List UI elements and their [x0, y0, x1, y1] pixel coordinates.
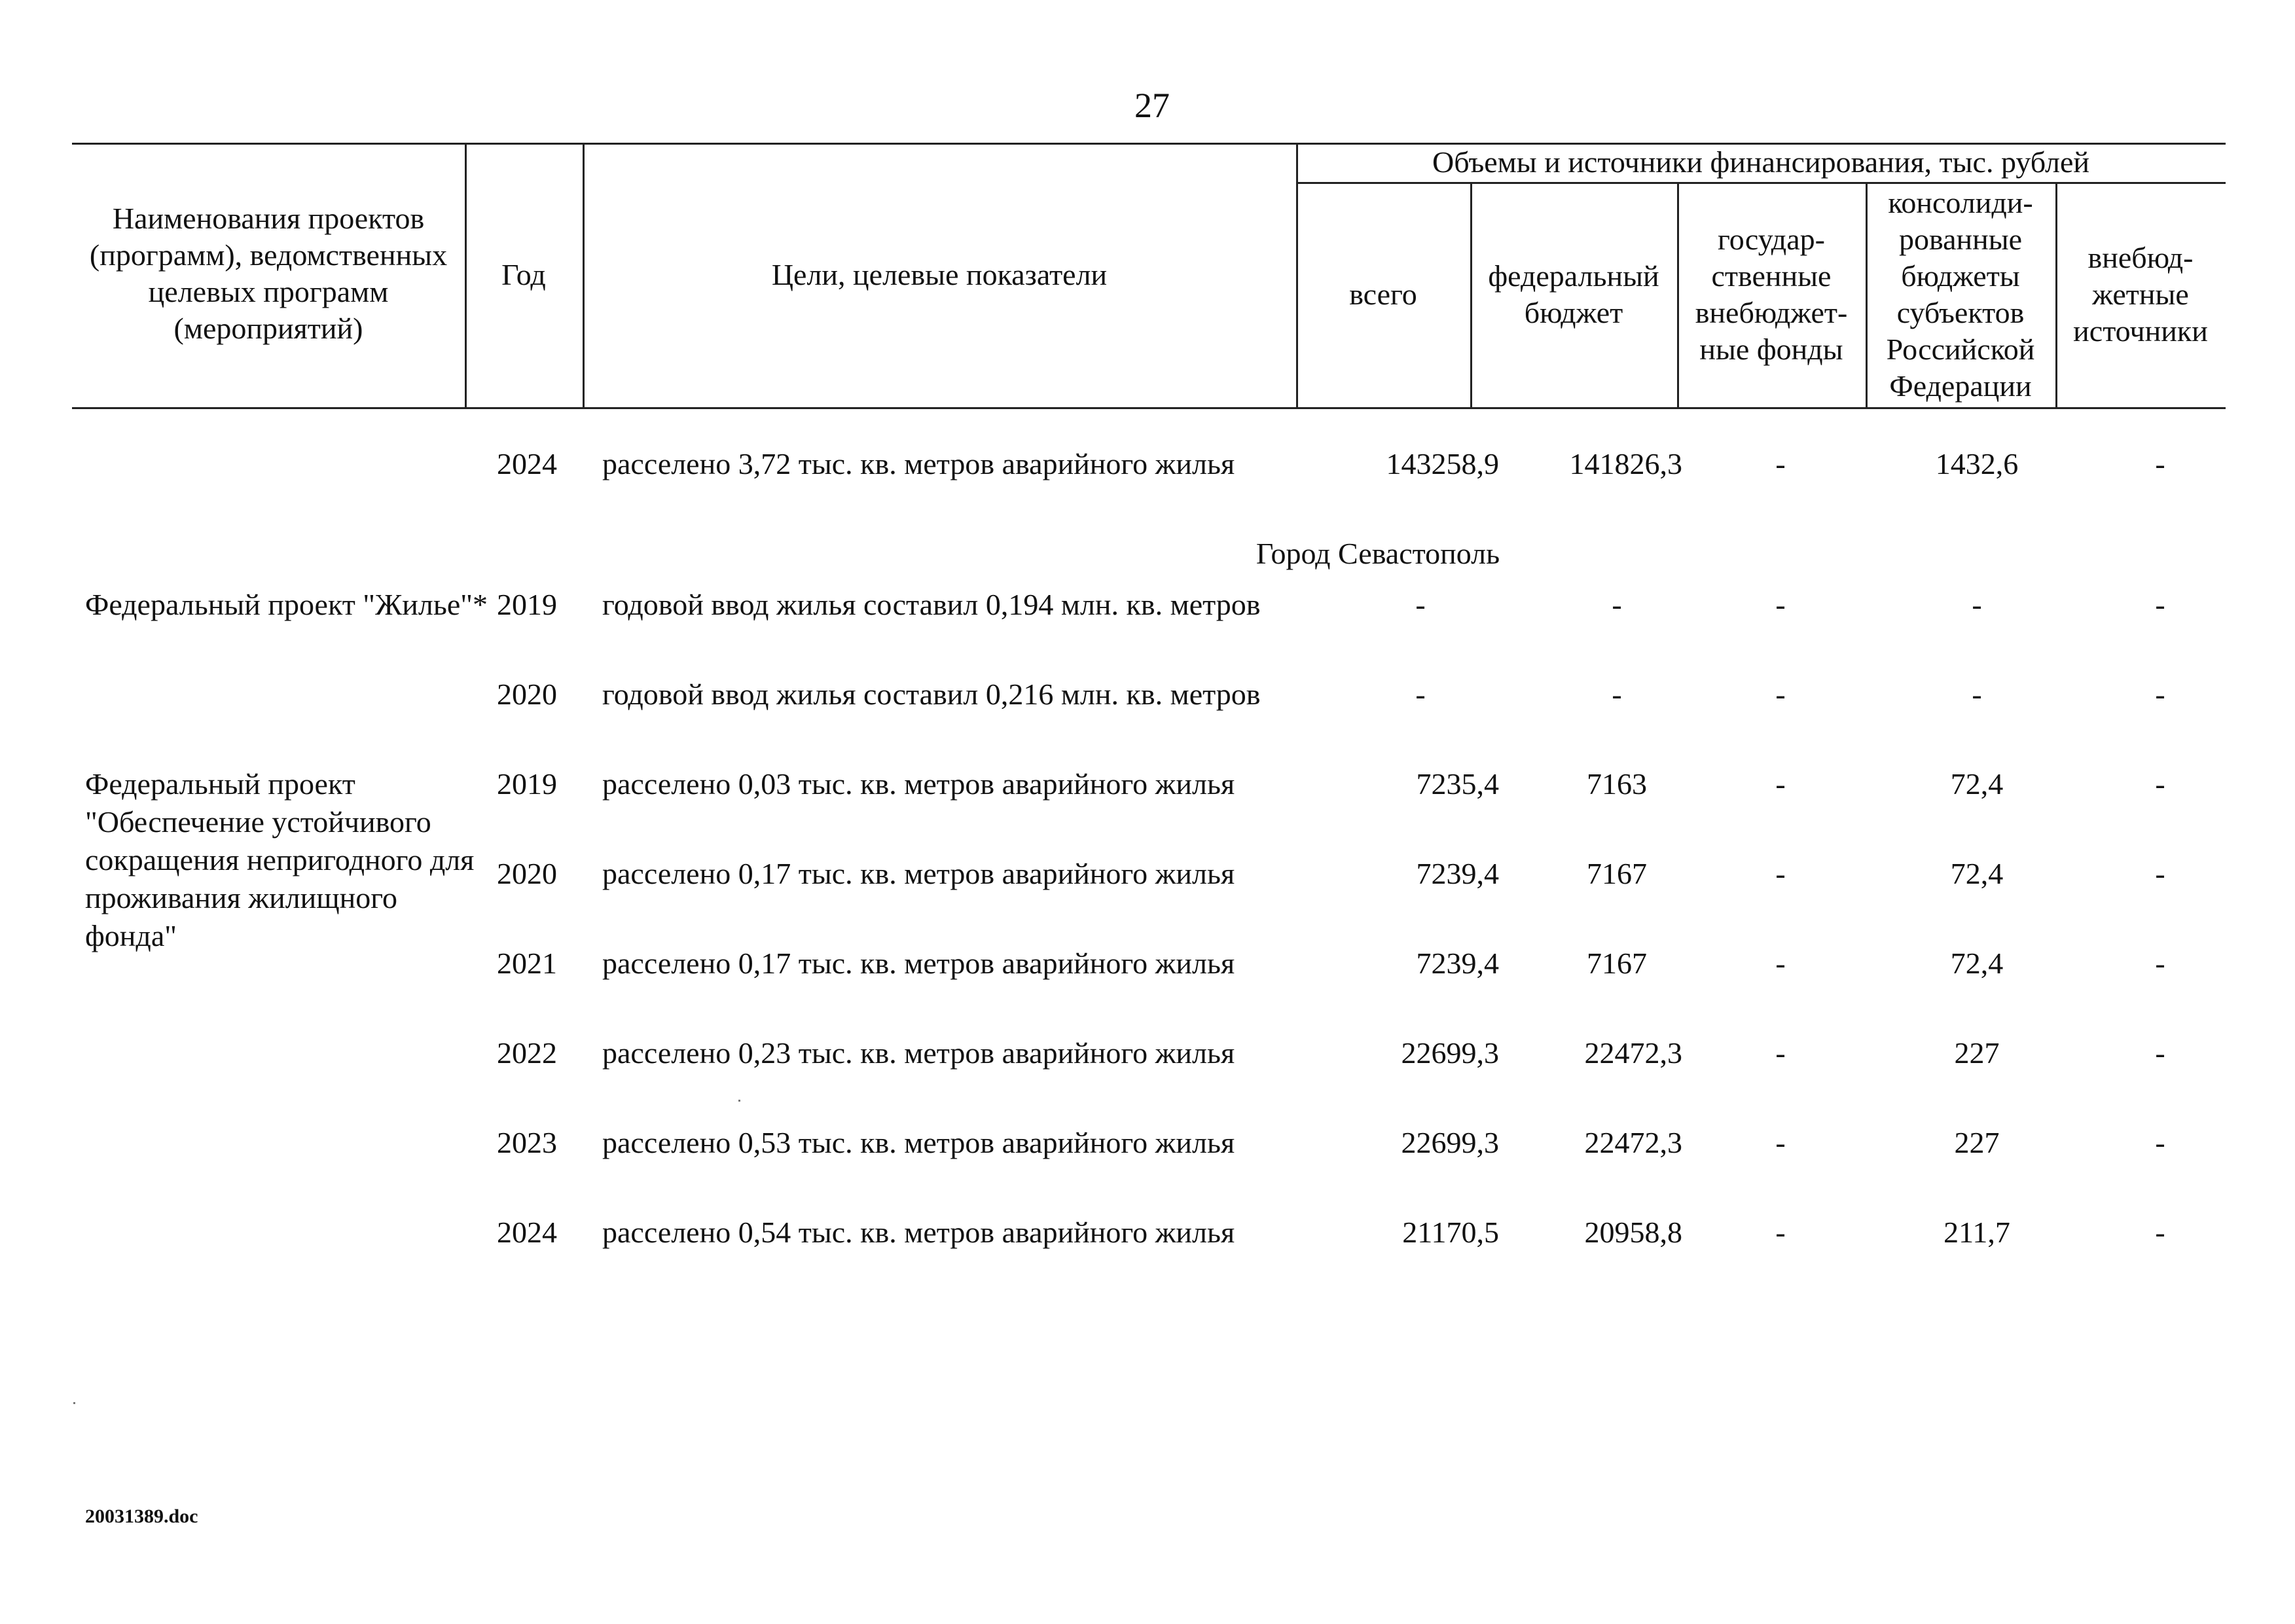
year-cell: 2024 — [497, 447, 557, 480]
consolidated-cell: 227 — [1954, 1126, 2000, 1159]
year-cell: 2019 — [497, 767, 557, 801]
total-cell: - — [1415, 588, 1426, 621]
total-cell: 7239,4 — [1416, 857, 1499, 890]
project-group — [72, 586, 2226, 765]
table-row — [72, 855, 2226, 945]
consolidated-cell: - — [1972, 677, 1982, 711]
federal-cell: 141826,3 — [1569, 447, 1682, 480]
consolidated-cell: 72,4 — [1950, 947, 2004, 980]
header-funding-group: Объемы и источники финансирования, тыс. рублей — [1432, 145, 2089, 179]
total-cell: 22699,3 — [1401, 1126, 1499, 1159]
state-funds-cell: - — [1775, 1126, 1786, 1159]
table-row — [72, 1034, 2226, 1124]
year-cell: 2020 — [497, 677, 557, 711]
federal-cell: 7167 — [1587, 947, 1647, 980]
header-year: Год — [501, 258, 546, 291]
header-extrabudget: внебюд-жетные источники — [2073, 241, 2208, 348]
document-filename: 20031389.doc — [85, 1506, 198, 1527]
federal-cell: 20958,8 — [1584, 1216, 1682, 1249]
federal-cell: - — [1612, 677, 1622, 711]
extrabudget-cell: - — [2155, 588, 2165, 621]
total-cell: - — [1415, 677, 1426, 711]
region-heading: Город Севастополь — [1256, 537, 1500, 570]
project-group — [72, 765, 2226, 1303]
state-funds-cell: - — [1775, 947, 1786, 980]
goal-cell: расселено 3,72 тыс. кв. метров аварийного жилья — [602, 447, 1235, 480]
consolidated-cell: 72,4 — [1950, 857, 2004, 890]
page-number: 27 — [1134, 86, 1170, 125]
extrabudget-cell: - — [2155, 1036, 2165, 1070]
goal-cell: расселено 0,03 тыс. кв. метров аварийного жилья — [602, 767, 1235, 801]
extrabudget-cell: - — [2155, 947, 2165, 980]
total-cell: 143258,9 — [1386, 447, 1499, 480]
header-federal: федеральный бюджет — [1488, 259, 1659, 329]
extrabudget-cell: - — [2155, 857, 2165, 890]
year-cell: 2024 — [497, 1216, 557, 1249]
consolidated-cell: 211,7 — [1943, 1216, 2010, 1249]
table-row — [72, 1124, 2226, 1214]
goal-cell: расселено 0,17 тыс. кв. метров аварийного жилья — [602, 947, 1235, 980]
header-bottom-border — [72, 407, 2226, 409]
scan-speck — [738, 1100, 740, 1102]
federal-cell: 7163 — [1587, 767, 1647, 801]
extrabudget-cell: - — [2155, 447, 2165, 480]
goal-cell: расселено 0,17 тыс. кв. метров аварийного жилья — [602, 857, 1235, 890]
year-cell: 2020 — [497, 857, 557, 890]
state-funds-cell: - — [1775, 677, 1786, 711]
header-consolidated: консолиди-рованные бюджеты субъектов Российской Федерации — [1886, 186, 2035, 403]
table-row — [72, 765, 2226, 855]
goal-cell: расселено 0,53 тыс. кв. метров аварийного жилья — [602, 1126, 1235, 1159]
header-state-funds: государ-ственные внебюджет-ные фонды — [1695, 223, 1848, 366]
federal-cell: 7167 — [1587, 857, 1647, 890]
scan-speck — [73, 1402, 75, 1404]
goal-cell: годовой ввод жилья составил 0,194 млн. кв. метров — [602, 588, 1261, 621]
table-row — [72, 445, 2226, 535]
goal-cell: годовой ввод жилья составил 0,216 млн. кв. метров — [602, 677, 1261, 711]
state-funds-cell: - — [1775, 857, 1786, 890]
year-cell: 2022 — [497, 1036, 557, 1070]
goal-cell: расселено 0,54 тыс. кв. метров аварийного жилья — [602, 1216, 1235, 1249]
table-row — [72, 676, 2226, 765]
federal-cell: 22472,3 — [1584, 1036, 1682, 1070]
project-name: Федеральный проект "Обеспечение устойчивого сокращения непригодного для проживания жилищного фонда" — [85, 767, 475, 952]
total-cell: 21170,5 — [1402, 1216, 1499, 1249]
header-name: Наименования проектов (программ), ведомственных целевых программ (мероприятий) — [89, 202, 448, 345]
consolidated-cell: 227 — [1954, 1036, 2000, 1070]
state-funds-cell: - — [1775, 1036, 1786, 1070]
state-funds-cell: - — [1775, 447, 1786, 480]
state-funds-cell: - — [1775, 767, 1786, 801]
total-cell: 7235,4 — [1416, 767, 1499, 801]
federal-cell: 22472,3 — [1584, 1126, 1682, 1159]
state-funds-cell: - — [1775, 588, 1786, 621]
header-goals: Цели, целевые показатели — [771, 258, 1108, 291]
extrabudget-cell: - — [2155, 677, 2165, 711]
goal-cell: расселено 0,23 тыс. кв. метров аварийного жилья — [602, 1036, 1235, 1070]
federal-cell: - — [1612, 588, 1622, 621]
total-cell: 22699,3 — [1401, 1036, 1499, 1070]
table-body — [72, 445, 2226, 1303]
table-row — [72, 586, 2226, 676]
header-total: всего — [1349, 278, 1417, 311]
year-cell: 2019 — [497, 588, 557, 621]
state-funds-cell: - — [1775, 1216, 1786, 1249]
consolidated-cell: 72,4 — [1950, 767, 2004, 801]
extrabudget-cell: - — [2155, 1216, 2165, 1249]
table-row — [72, 945, 2226, 1034]
extrabudget-cell: - — [2155, 1126, 2165, 1159]
extrabudget-cell: - — [2155, 767, 2165, 801]
consolidated-cell: 1432,6 — [1935, 447, 2019, 480]
project-name: Федеральный проект "Жилье"* — [85, 588, 488, 621]
consolidated-cell: - — [1972, 588, 1982, 621]
table-header — [72, 143, 2226, 411]
table-row — [72, 1214, 2226, 1303]
year-cell: 2021 — [497, 947, 557, 980]
total-cell: 7239,4 — [1416, 947, 1499, 980]
year-cell: 2023 — [497, 1126, 557, 1159]
